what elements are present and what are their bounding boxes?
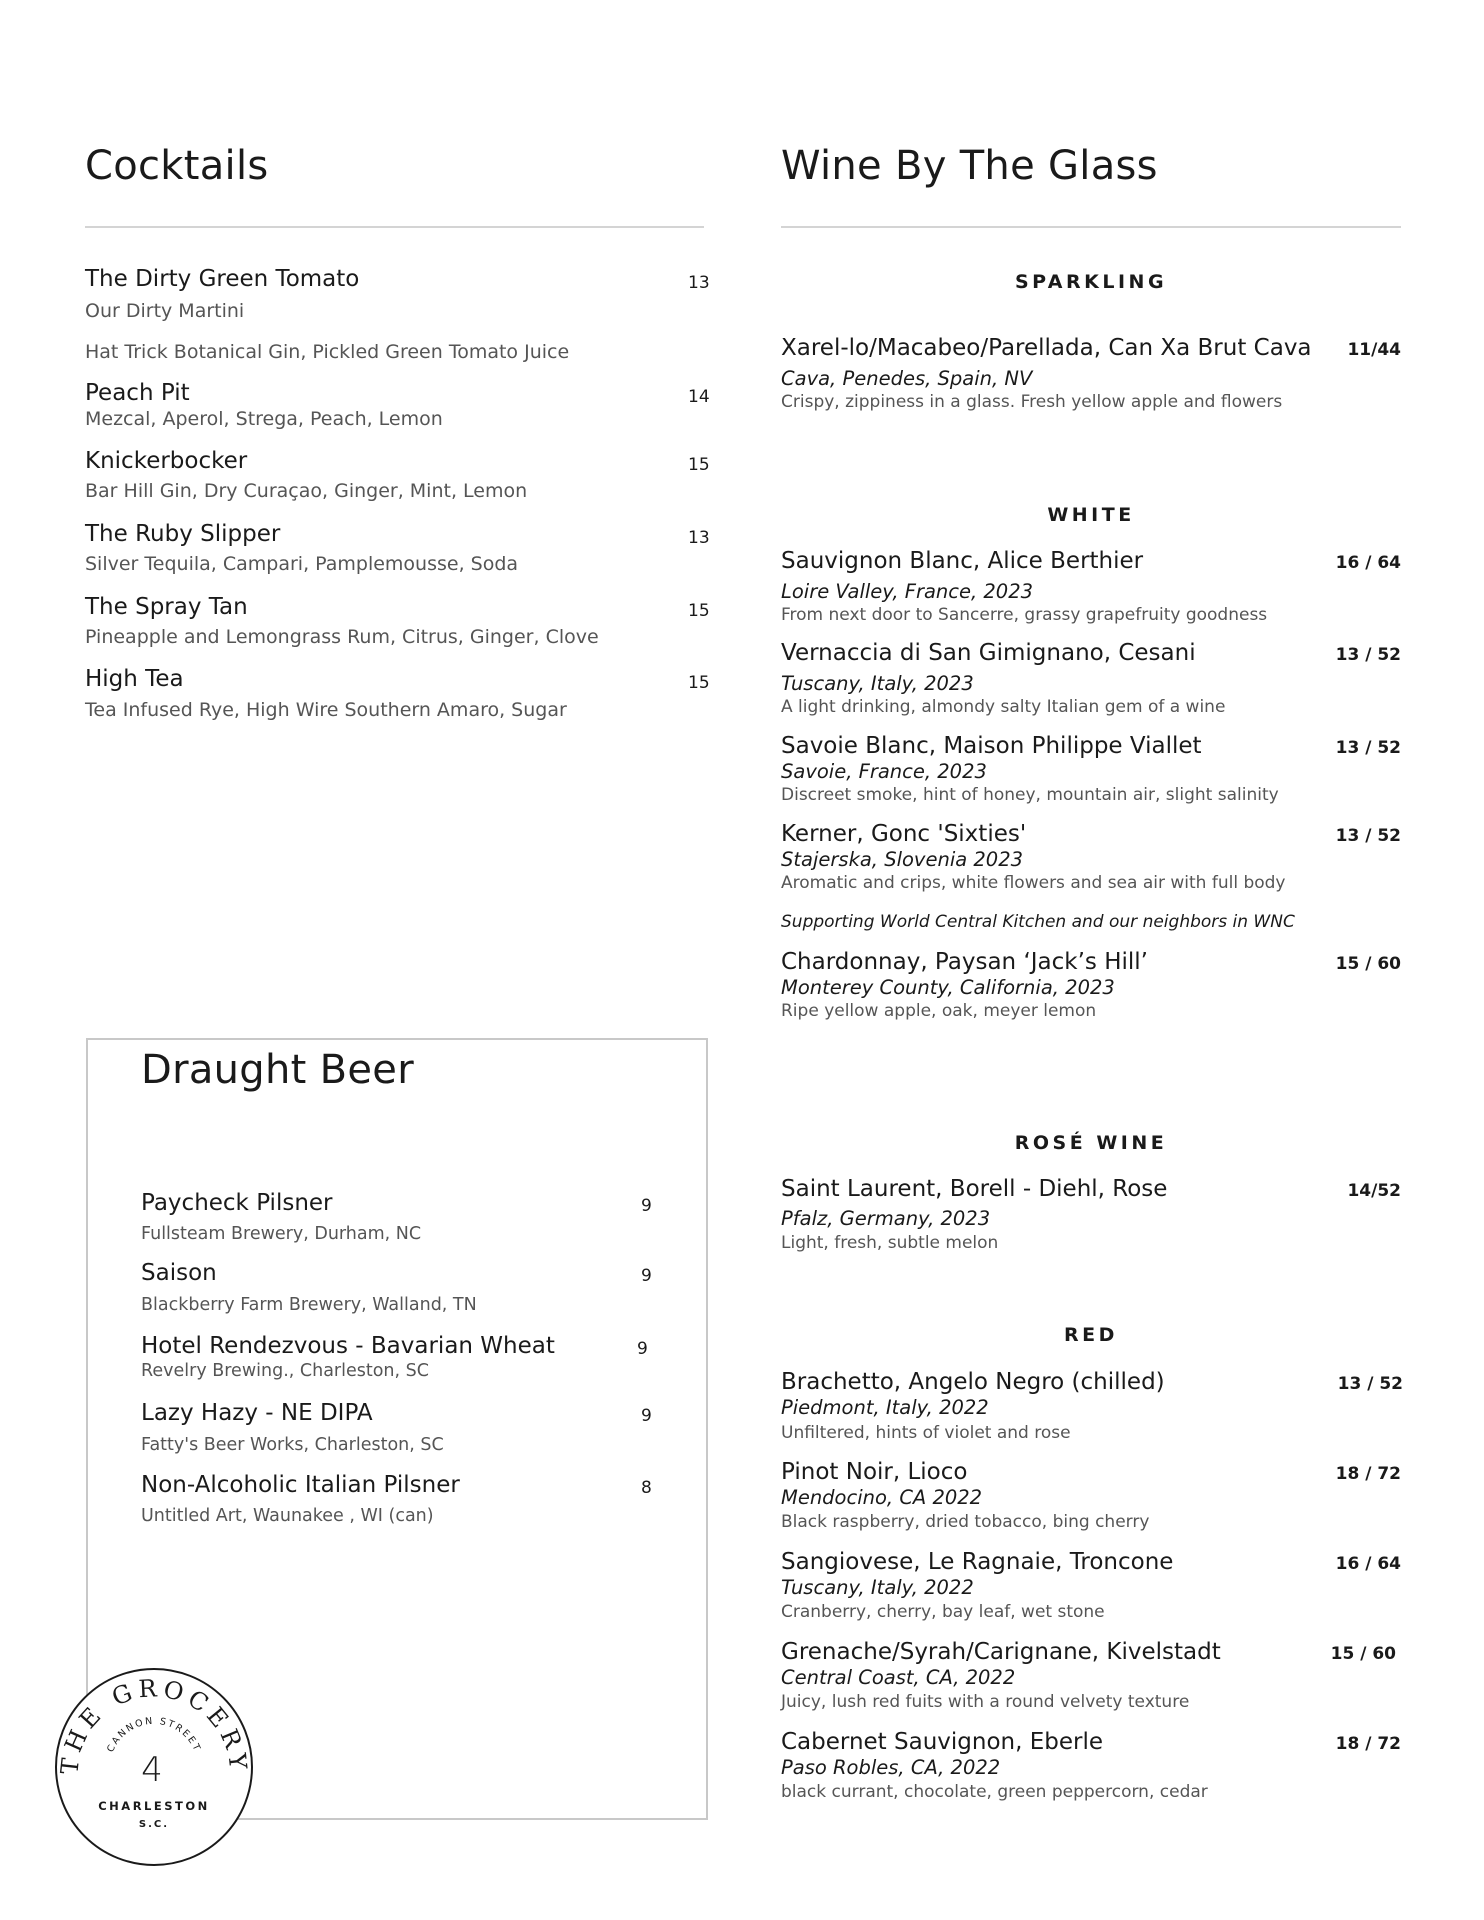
grocery-logo [52,1665,256,1869]
cocktail-price: 15 [688,673,710,693]
support-note: Supporting World Central Kitchen and our neighbors in WNC [781,912,1295,932]
wine-price: 13 / 52 [1335,826,1401,846]
beer-price: 8 [641,1478,652,1498]
wine-divider [781,226,1401,228]
beer-price: 9 [641,1266,652,1286]
wine-price: 15 / 60 [1330,1644,1396,1664]
wine-note: Black raspberry, dried tobacco, bing cherry [781,1512,1150,1532]
wine-note: Cranberry, cherry, bay leaf, wet stone [781,1602,1105,1622]
wine-name: Sangiovese, Le Ragnaie, Troncone [781,1549,1174,1575]
beer-name: Paycheck Pilsner [141,1190,333,1216]
cocktail-price: 15 [688,601,710,621]
wine-price: 13 / 52 [1335,738,1401,758]
beer-brewery: Untitled Art, Waunakee , WI (can) [141,1506,434,1526]
wine-origin: Cava, Penedes, Spain, NV [781,367,1033,390]
wine-section-rose: ROSÉ WINE [1014,1132,1168,1154]
wine-price: 18 / 72 [1335,1734,1401,1754]
wine-origin: Monterey County, California, 2023 [781,976,1115,999]
cocktail-ingredients: Pineapple and Lemongrass Rum, Citrus, Ginger, Clove [85,626,599,648]
wine-origin: Piedmont, Italy, 2022 [781,1396,989,1419]
cocktail-name: High Tea [85,666,184,692]
wine-origin: Tuscany, Italy, 2022 [781,1576,974,1599]
wine-origin: Pfalz, Germany, 2023 [781,1207,991,1230]
beer-brewery: Fatty's Beer Works, Charleston, SC [141,1435,444,1455]
beer-name: Saison [141,1260,217,1286]
cocktail-name: The Spray Tan [85,594,248,620]
wine-origin: Paso Robles, CA, 2022 [781,1756,1001,1779]
cocktail-name: The Dirty Green Tomato [85,266,360,292]
wine-note: Discreet smoke, hint of honey, mountain air, slight salinity [781,785,1279,805]
wine-name: Xarel-lo/Macabeo/Parellada, Can Xa Brut Cava [781,335,1312,361]
wine-note: Ripe yellow apple, oak, meyer lemon [781,1001,1097,1021]
wine-name: Pinot Noir, Lioco [781,1459,968,1485]
wine-note: Crispy, zippiness in a glass. Fresh yellow apple and flowers [781,392,1283,412]
wine-name: Brachetto, Angelo Negro (chilled) [781,1369,1165,1395]
logo-number: 4 [141,1750,163,1790]
cocktails-title: Cocktails [85,143,269,189]
wine-price: 15 / 60 [1335,954,1401,974]
grocery-logo-seal [52,1665,256,1869]
wine-name: Grenache/Syrah/Carignane, Kivelstadt [781,1639,1221,1665]
wine-origin: Central Coast, CA, 2022 [781,1666,1016,1689]
cocktail-ingredients: Mezcal, Aperol, Strega, Peach, Lemon [85,408,443,430]
beer-price: 9 [637,1339,648,1359]
wine-note: From next door to Sancerre, grassy grapefruity goodness [781,605,1268,625]
beer-title: Draught Beer [141,1047,414,1093]
beer-price: 9 [641,1406,652,1426]
cocktail-name: Peach Pit [85,380,190,406]
wine-name: Kerner, Gonc 'Sixties' [781,821,1027,847]
cocktail-subtitle: Our Dirty Martini [85,300,245,322]
cocktail-ingredients: Hat Trick Botanical Gin, Pickled Green Tomato Juice [85,341,570,363]
wine-section-red: RED [1064,1324,1118,1346]
logo-arc-text: THE GROCERY [55,1674,253,1776]
cocktail-name: Knickerbocker [85,448,248,474]
beer-brewery: Blackberry Farm Brewery, Walland, TN [141,1295,477,1315]
beer-brewery: Fullsteam Brewery, Durham, NC [141,1224,422,1244]
wine-price: 16 / 64 [1335,1554,1401,1574]
logo-city: CHARLESTON [98,1799,210,1813]
wine-price: 14/52 [1347,1181,1401,1201]
wine-name: Savoie Blanc, Maison Philippe Viallet [781,733,1202,759]
wine-name: Saint Laurent, Borell - Diehl, Rose [781,1176,1168,1202]
wine-origin: Stajerska, Slovenia 2023 [781,848,1024,871]
wine-note: Juicy, lush red fuits with a round velvety texture [781,1692,1190,1712]
cocktail-price: 13 [688,273,710,293]
wine-price: 16 / 64 [1335,553,1401,573]
cocktails-divider [85,226,704,228]
beer-name: Hotel Rendezvous - Bavarian Wheat [141,1333,555,1359]
wine-note: A light drinking, almondy salty Italian gem of a wine [781,697,1226,717]
cocktail-price: 14 [688,387,710,407]
cocktail-ingredients: Silver Tequila, Campari, Pamplemousse, Soda [85,553,519,575]
wine-price: 11/44 [1347,340,1401,360]
logo-state: S.C. [138,1819,170,1830]
wine-name: Chardonnay, Paysan ‘Jack’s Hill’ [781,949,1148,975]
beer-name: Non-Alcoholic Italian Pilsner [141,1472,460,1498]
beer-price: 9 [641,1196,652,1216]
beer-brewery: Revelry Brewing., Charleston, SC [141,1361,429,1381]
wine-note: Unfiltered, hints of violet and rose [781,1423,1071,1443]
wine-origin: Tuscany, Italy, 2023 [781,672,974,695]
cocktail-price: 13 [688,528,710,548]
cocktail-price: 15 [688,455,710,475]
wine-name: Sauvignon Blanc, Alice Berthier [781,548,1144,574]
wine-name: Cabernet Sauvignon, Eberle [781,1729,1104,1755]
beer-name: Lazy Hazy - NE DIPA [141,1400,373,1426]
wine-origin: Loire Valley, France, 2023 [781,580,1034,603]
cocktail-name: The Ruby Slipper [85,521,281,547]
wine-section-sparkling: SPARKLING [1014,271,1168,293]
wine-note: black currant, chocolate, green peppercorn, cedar [781,1782,1208,1802]
cocktail-ingredients: Bar Hill Gin, Dry Curaçao, Ginger, Mint, Lemon [85,480,528,502]
wine-section-white: WHITE [1047,504,1135,526]
wine-origin: Mendocino, CA 2022 [781,1486,983,1509]
wine-note: Aromatic and crips, white flowers and sea air with full body [781,873,1286,893]
wine-price: 13 / 52 [1337,1374,1403,1394]
logo-street-text: CANNON STREET [105,1715,203,1755]
wine-note: Light, fresh, subtle melon [781,1233,999,1253]
wine-name: Vernaccia di San Gimignano, Cesani [781,640,1196,666]
wine-title: Wine By The Glass [781,143,1158,189]
wine-price: 13 / 52 [1335,645,1401,665]
wine-price: 18 / 72 [1335,1464,1401,1484]
wine-origin: Savoie, France, 2023 [781,760,987,783]
cocktail-ingredients: Tea Infused Rye, High Wire Southern Amaro, Sugar [85,699,567,721]
